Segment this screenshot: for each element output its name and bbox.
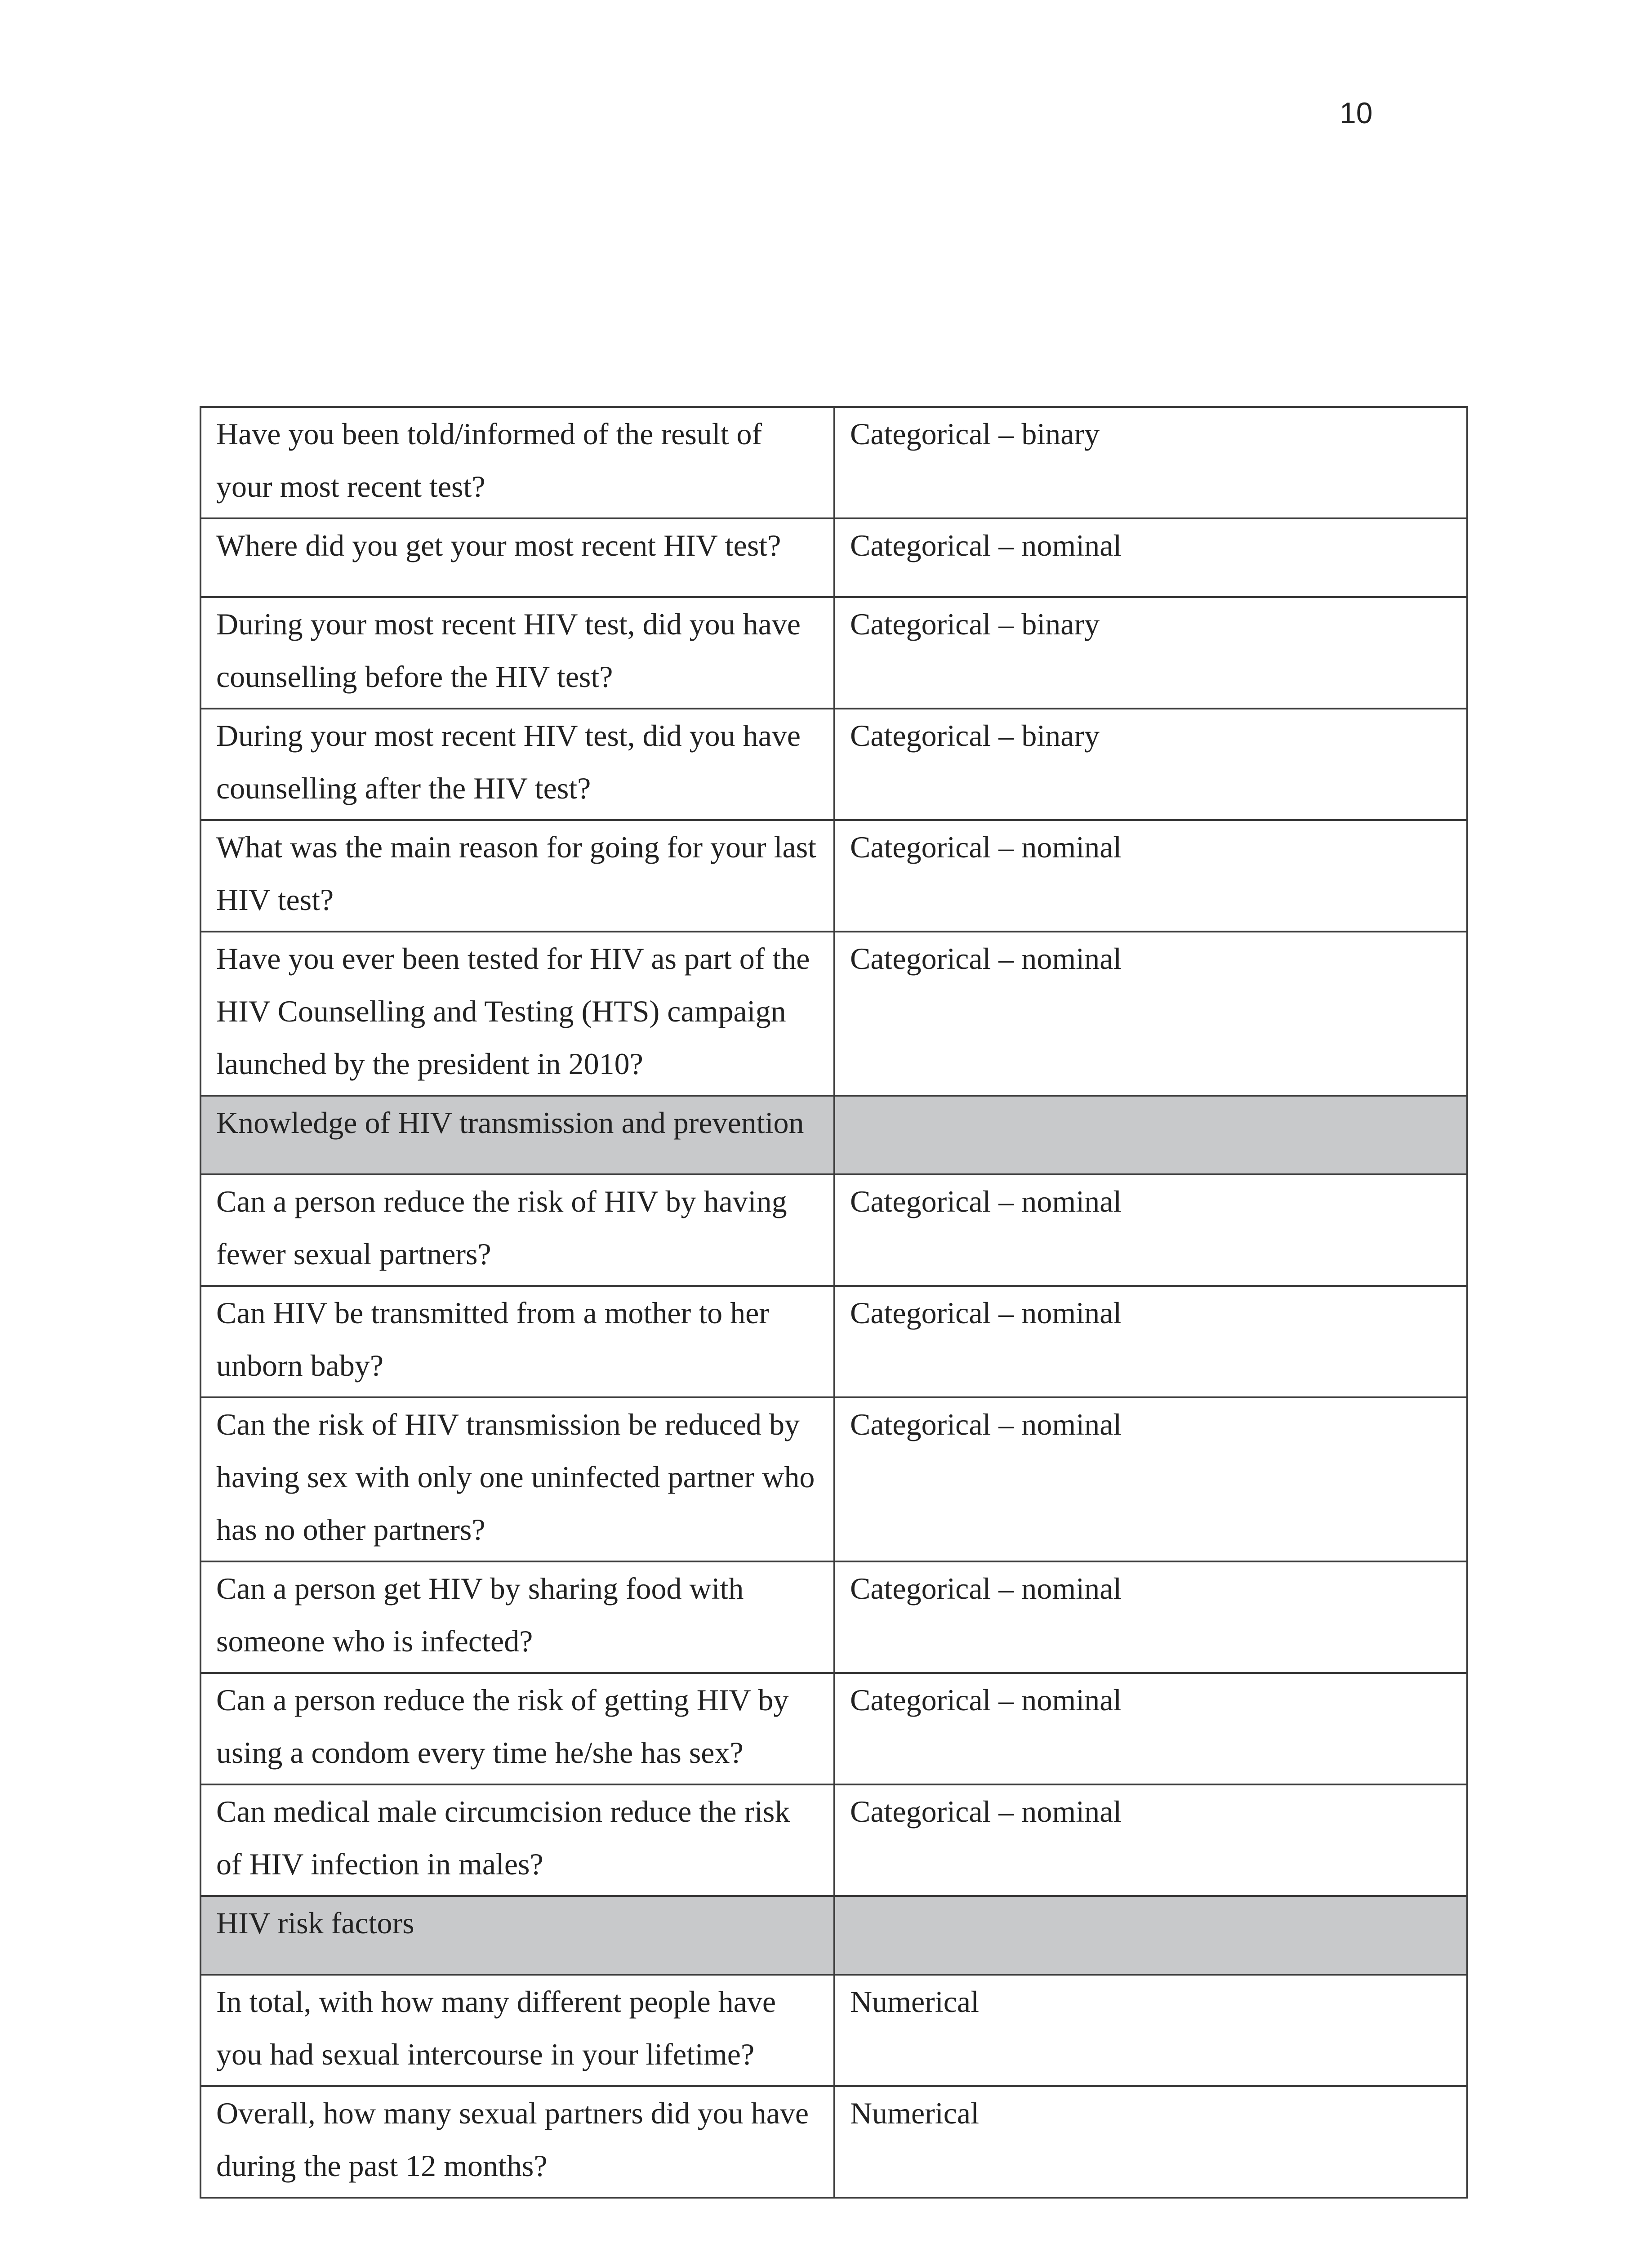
page-number: 10 [1340, 96, 1373, 129]
table-row [200, 1975, 1467, 2086]
variable-type-cell: Categorical – nominal [834, 1561, 1467, 1673]
table-row [200, 597, 1467, 709]
questionnaire-table [200, 406, 1468, 2199]
table-row [200, 820, 1467, 932]
question-cell: Can the risk of HIV transmission be reduced by having sex with only one uninfected partner who has no other partners? [200, 1397, 834, 1561]
variable-type-cell [834, 1096, 1467, 1174]
variable-type-cell: Categorical – nominal [834, 932, 1467, 1096]
variable-type-cell: Categorical – nominal [834, 1784, 1467, 1896]
table-row [200, 2086, 1467, 2198]
questionnaire-table-body [200, 407, 1467, 2198]
variable-type-cell: Numerical [834, 2086, 1467, 2198]
section-header-row [200, 1896, 1467, 1975]
question-cell: During your most recent HIV test, did you have counselling before the HIV test? [200, 597, 834, 709]
table-row [200, 709, 1467, 820]
variable-type-cell: Categorical – nominal [834, 1174, 1467, 1286]
table-row [200, 518, 1467, 597]
section-header-row [200, 1096, 1467, 1174]
question-cell: Can a person reduce the risk of HIV by having fewer sexual partners? [200, 1174, 834, 1286]
table-row [200, 1673, 1467, 1784]
variable-type-cell [834, 1896, 1467, 1975]
variable-type-cell: Categorical – binary [834, 709, 1467, 820]
table-row [200, 1784, 1467, 1896]
table-row [200, 1286, 1467, 1397]
question-cell: Overall, how many sexual partners did you have during the past 12 months? [200, 2086, 834, 2198]
variable-type-cell: Categorical – nominal [834, 518, 1467, 597]
question-cell: In total, with how many different people have you had sexual intercourse in your lifetime? [200, 1975, 834, 2086]
table-row [200, 1174, 1467, 1286]
question-cell: During your most recent HIV test, did you have counselling after the HIV test? [200, 709, 834, 820]
section-title-cell: HIV risk factors [200, 1896, 834, 1975]
question-cell: Where did you get your most recent HIV test? [200, 518, 834, 597]
question-cell: What was the main reason for going for your last HIV test? [200, 820, 834, 932]
variable-type-cell: Categorical – binary [834, 407, 1467, 518]
question-cell: Can HIV be transmitted from a mother to her unborn baby? [200, 1286, 834, 1397]
variable-type-cell: Numerical [834, 1975, 1467, 2086]
table-row [200, 932, 1467, 1096]
table-row [200, 407, 1467, 518]
question-cell: Can a person get HIV by sharing food with someone who is infected? [200, 1561, 834, 1673]
table-row [200, 1561, 1467, 1673]
section-title-cell: Knowledge of HIV transmission and prevention [200, 1096, 834, 1174]
variable-type-cell: Categorical – nominal [834, 1397, 1467, 1561]
variable-type-cell: Categorical – nominal [834, 1673, 1467, 1784]
question-cell: Can medical male circumcision reduce the risk of HIV infection in males? [200, 1784, 834, 1896]
variable-type-cell: Categorical – binary [834, 597, 1467, 709]
question-cell: Can a person reduce the risk of getting HIV by using a condom every time he/she has sex? [200, 1673, 834, 1784]
question-cell: Have you ever been tested for HIV as part of the HIV Counselling and Testing (HTS) campaign launched by the president in 2010? [200, 932, 834, 1096]
question-cell: Have you been told/informed of the result of your most recent test? [200, 407, 834, 518]
table-row [200, 1397, 1467, 1561]
variable-type-cell: Categorical – nominal [834, 820, 1467, 932]
variable-type-cell: Categorical – nominal [834, 1286, 1467, 1397]
